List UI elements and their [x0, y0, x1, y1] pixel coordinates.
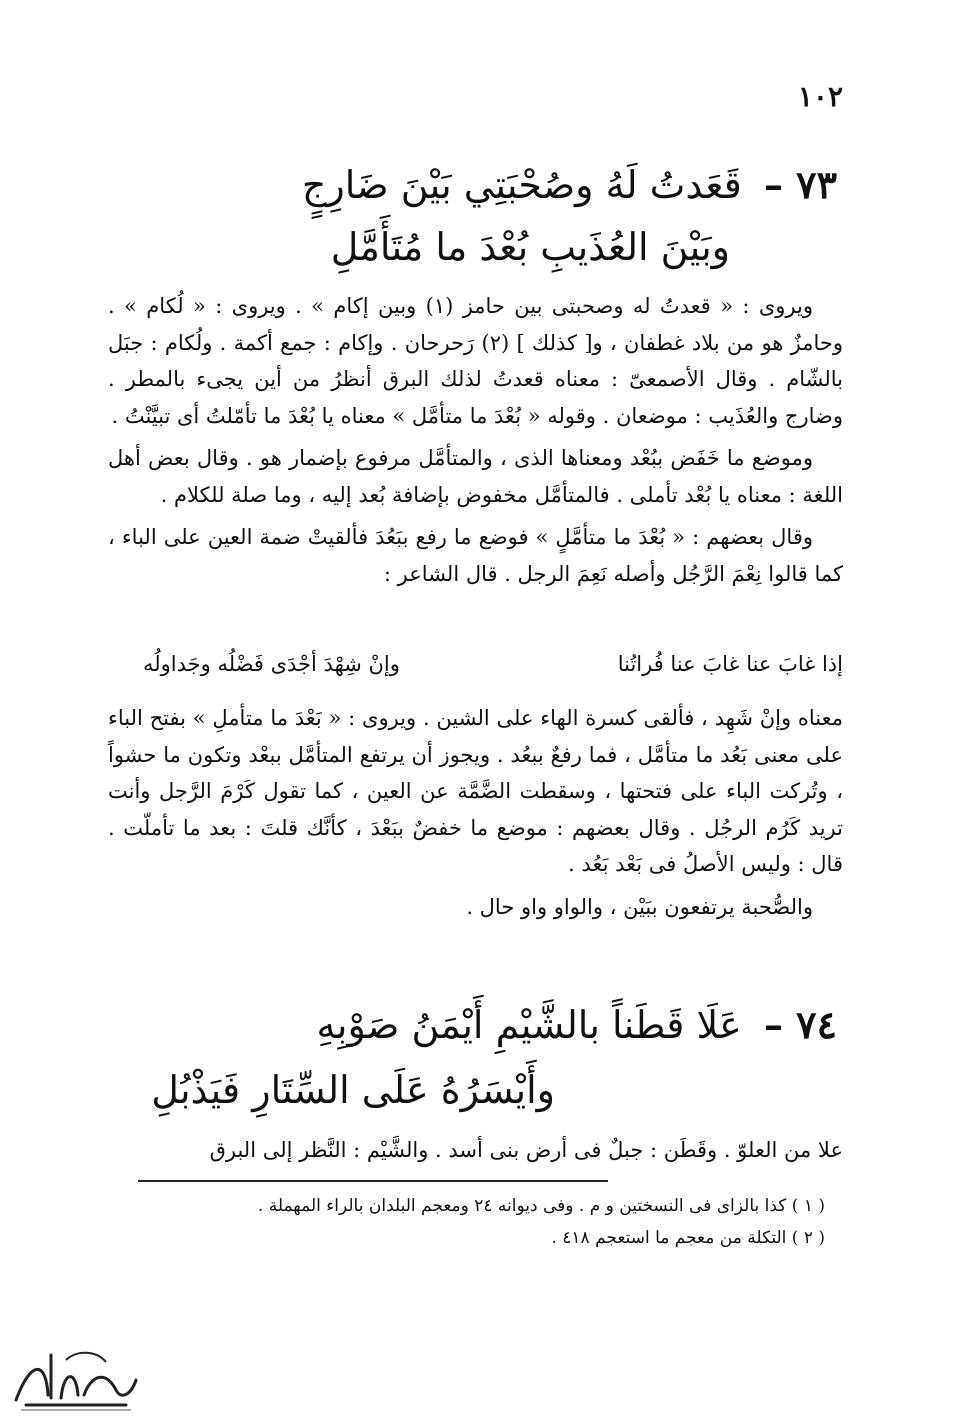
commentary-paragraph-1: ويروى : « قعدتُ له وصحبتى بين حامز (١) وبين إكام » . ويروى : « لُكام » . وحامزٌ هو من بلاد غطفان ، و[ كذلك ] (٢) رَحرحان . وإكام : جمع أكمة . ولُكام : جبَل بالشّام . وقال الأصمعىّ : معناه قعدتُ لذلك البرق أنظرُ من أين يجىء بالمطر . وضارج والعُذَيب : موضعان . وقوله « بُعْدَ ما متأمَّل » معناه يا بُعْدَ ما تأمّلتُ أى تبيَّنْتُ .	[108, 294, 844, 428]
commentary-paragraph-2: وموضع ما خَفَض ببُعْد ومعناها الذى ، والمتأمَّل مرفوع بإضمار هو . وقال بعض أهل اللغة : معناه يا بُعْد تأملى . فالمتأمَّل مخفوض بإضافة بُعد إليه ، وما صلة للكلام .	[108, 446, 843, 507]
verse-73-first-hemistich	[302, 160, 837, 210]
quoted-poem-line	[143, 646, 843, 682]
verse-text: عَلَا قَطَناً بالشَّيْمِ أَيْمَنُ صَوْبِهِ	[316, 1003, 742, 1047]
footnotes	[125, 1190, 825, 1254]
poem-hemistich-2: وإنْ شِهْدَ أجْدَى فَضْلُه وجَداولُه	[143, 652, 400, 676]
calligraphy-logo-icon	[6, 1340, 146, 1415]
footnote-1: ( ١ ) كذا بالزاى فى النسختين و م . وفى ديوانه ٢٤ ومعجم البلدان بالراء المهملة .	[257, 1196, 825, 1216]
verse-number: ٧٣ –	[763, 162, 837, 207]
commentary-74	[108, 1132, 843, 1169]
commentary-74-line: علا من العلوّ . وقَطَن : جبلٌ فى أرض بنى أسد . والشَّيْم : النَّظر إلى البرق	[209, 1138, 843, 1162]
footnote-2: ( ٢ ) التكلة من معجم ما استعجم ٤١٨ .	[551, 1228, 825, 1248]
commentary-block-continued	[108, 700, 843, 925]
verse-number: ٧٤ –	[763, 1002, 837, 1047]
footnote-divider	[138, 1180, 608, 1182]
verse-73-second-hemistich: وبَيْنَ العُذَيبِ بُعْدَ ما مُتَأَمَّلِ	[330, 225, 730, 269]
commentary-paragraph-5: والصُّحبة يرتفعون ببَيْن ، والواو واو حال .	[466, 894, 813, 919]
commentary-paragraph-4: معناه وإنْ شَهِد ، فألقى كسرة الهاء على الشين . ويروى : « بَعْدَ ما متأملِ » بفتح الباء على معنى بَعُد ما متأمَّل ، فما رفعٌ ببعُد . ويجوز أن يرتفع المتأمَّل ببعْد وتكون ما حشواً ، وتُركت الباء على فتحتها ، وسقطت الضَّمَّة عن العين ، كما تقول كَرْمَ الرَّجل وأنت تريد كَرُم الرجُل . وقال بعضهم : موضع ما خفضٌ ببَعْدَ ، كأنَّك قلتَ : بعد ما تأملّت . قال : وليس الأصلُ فى بَعْد بَعُد .	[108, 706, 843, 876]
verse-74-first-hemistich	[317, 1000, 837, 1050]
verse-74-second-hemistich: وأَيْسَرُهُ عَلَى السِّتَارِ فَيَذْبُلِ	[151, 1068, 555, 1112]
verse-text: قَعَدتُ لَهُ وصُحْبَتِي بَيْنَ ضَارِجٍ	[301, 163, 742, 207]
poem-hemistich-1: إذا غابَ عنا غابَ عنا فُراتُنا	[617, 652, 843, 676]
page-number: ١٠٢	[797, 80, 843, 113]
commentary-block	[108, 288, 843, 592]
commentary-paragraph-3: وقال بعضهم : « بُعْدَ ما متأمَّلٍ » فوضع ما رفع ببَعُدَ فألقيتْ ضمة العين على الباء ، كما قالوا نِعْمَ الرَّجُل وأصله نَعِمَ الرجل . قال الشاعر :	[108, 525, 843, 586]
library-stamp-logo	[6, 1340, 146, 1415]
